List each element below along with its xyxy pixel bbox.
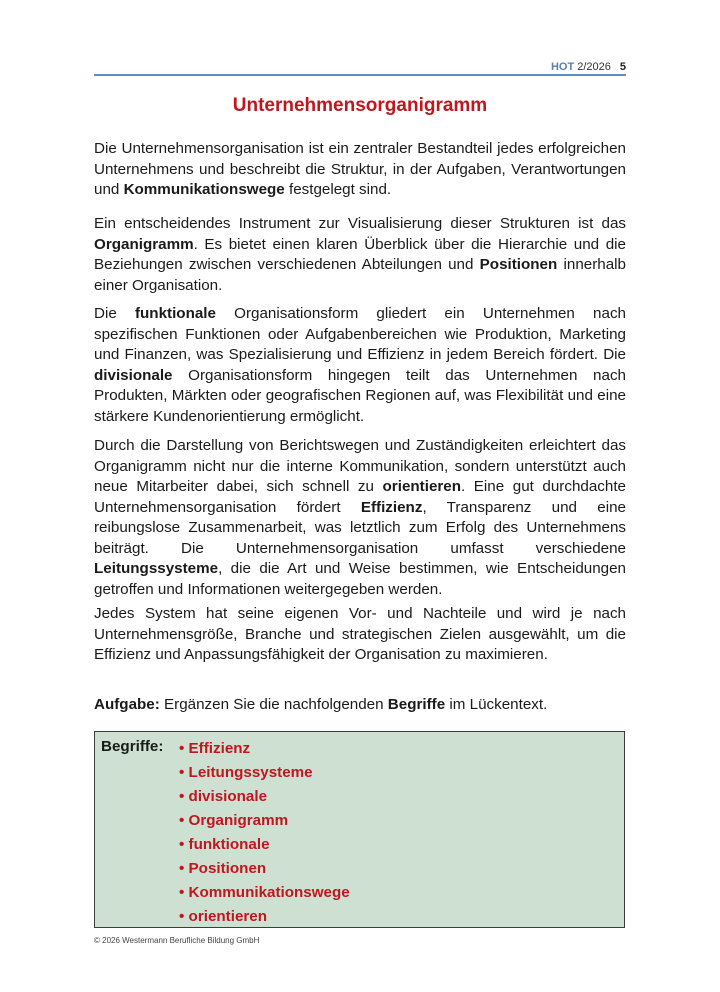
text: Organisationsform hingegen teilt das Unternehmen nach Produkten, Märkten oder geografischen Regionen auf, was Flexibilität und eine stärkere Kundenorientierung ermöglicht. — [94, 366, 626, 425]
paragraph-organigramm — [94, 214, 626, 296]
text: , Transparenz und eine reibungslose Zusammenarbeit, was letztlich zum Erfolg des Unternehmens beiträgt. Die Unternehmensorganisation umfasst verschiedene — [94, 498, 626, 557]
term-item: • Leitungssysteme — [179, 764, 313, 781]
paragraph-intro — [94, 139, 626, 201]
keyword: orientieren — [382, 478, 462, 495]
text: Ergänzen Sie die nachfolgenden — [159, 696, 388, 713]
text: festgelegt sind. — [284, 181, 392, 198]
text: Die — [94, 305, 135, 322]
terms-label: Begriffe: — [101, 738, 164, 755]
keyword: funktionale — [134, 305, 216, 322]
terms-list — [179, 737, 350, 929]
paragraph-systeme — [94, 604, 626, 666]
page-header — [94, 60, 626, 74]
keyword: Kommunikationswege — [123, 181, 285, 198]
header-rule — [94, 74, 626, 76]
term-item: • Organigramm — [179, 812, 289, 829]
brand-logo: HOT — [550, 61, 575, 73]
text: , die die Art und Weise bestimmen, wie Entscheidungen getroffen und Informationen weitergegeben werden. — [94, 560, 626, 598]
paragraph-kommunikation — [94, 436, 626, 600]
term-item: • orientieren — [179, 908, 268, 925]
keyword: Effizienz — [360, 498, 423, 516]
task-label: Aufgabe: — [94, 696, 160, 713]
page-number: 5 — [619, 61, 626, 73]
keyword: Begriffe — [387, 696, 446, 713]
issue-number: 2/2026 — [577, 61, 611, 73]
term-item: • Positionen — [179, 860, 267, 877]
text: innerhalb einer Organisation. — [94, 256, 626, 294]
term-item: • funktionale — [179, 836, 270, 853]
keyword: divisionale — [94, 366, 173, 384]
keyword: Leitungssysteme — [94, 560, 219, 577]
text: Organisationsform gliedert ein Unternehmen nach spezifischen Funktionen oder Aufgabenbereichen wie Produktion, Marketing und Finanzen, was Spezialisierung und Effizienz in jedem Bereich fördert. Die — [94, 305, 626, 363]
paragraph-organisationsform — [94, 304, 626, 427]
text: Die Unternehmensorganisation ist ein zentraler Bestandteil jedes erfolgreichen Unternehmens und beschreibt die Struktur, in der Aufgaben, Verantwortungen und — [94, 140, 626, 198]
keyword: Organigramm — [94, 235, 194, 253]
text: im Lückentext. — [445, 696, 548, 713]
text: . Es bietet einen klaren Überblick über die Hierarchie und die Beziehungen zwischen verschiedenen Abteilungen und — [94, 235, 626, 273]
text: . Eine gut durchdachte Unternehmensorganisation fördert — [94, 478, 626, 516]
task-instruction — [94, 695, 547, 715]
keyword: Positionen — [479, 256, 558, 273]
terms-box — [94, 731, 625, 928]
copyright-footer: © 2026 Westermann Berufliche Bildung GmbH — [94, 936, 260, 945]
text: Jedes System hat seine eigenen Vor- und Nachteile und wird je nach Unternehmensgröße, Branche und strategischen Zielen ausgewählt, um die Effizienz und Anpassungsfähigkeit der Organisation zu maximieren. — [94, 605, 626, 663]
page-title: Unternehmensorganigramm — [232, 95, 488, 116]
term-item: • divisionale — [179, 788, 268, 805]
term-item: • Kommunikationswege — [179, 884, 350, 901]
text: Durch die Darstellung von Berichtswegen und Zuständigkeiten erleichtert das Organigramm nicht nur die interne Kommunikation, sondern unterstützt auch neue Mitarbeiter dabei, sich schnell zu — [94, 437, 626, 495]
term-item: • Effizienz — [179, 740, 251, 757]
issue-info — [551, 60, 626, 74]
text: Ein entscheidendes Instrument zur Visualisierung dieser Strukturen ist das — [94, 215, 626, 232]
